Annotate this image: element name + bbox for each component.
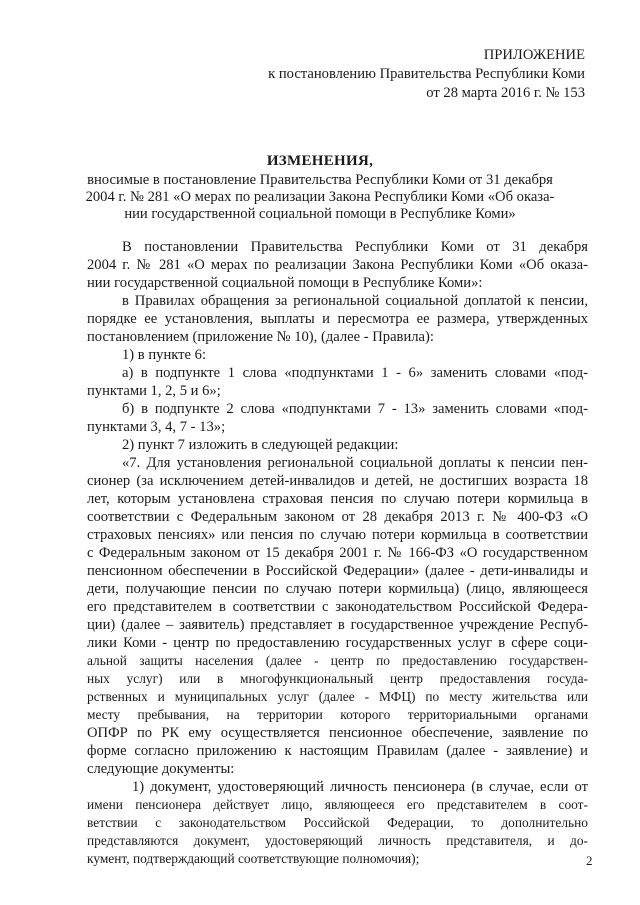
subtitle-line: нии государственной социальной помощи в Республике Коми» <box>124 206 516 222</box>
document-title: ИЗМЕНЕНИЯ, <box>266 153 374 169</box>
body-line: ных услуг) или в многофункциональный центр предоставления госуда- <box>87 671 588 686</box>
body-line: нии государственной социальной помощи в Республике Коми»: <box>87 275 483 291</box>
appendix-label: ПРИЛОЖЕНИЕ <box>483 47 585 63</box>
body-line: кумент, подтверждающий соответствующие полномочия); <box>87 851 420 866</box>
body-line: имени пенсионера действует лицо, являющееся его представителем в соот- <box>87 797 588 812</box>
body-line: лет, которым установлена страховая пенсия по случаю потери кормильца в <box>87 491 588 507</box>
body-line: дети, получающие пенсии по случаю потери кормильца) (лицо, являющееся <box>87 581 588 597</box>
page-number: 2 <box>586 853 593 868</box>
body-line: форме согласно приложению к настоящим Правилам (далее - заявление) и <box>87 743 588 759</box>
appendix-ref-line: к постановлению Правительства Республики Коми <box>268 66 585 82</box>
body-line: альной защиты населения (далее - центр по предоставлению государствен- <box>87 653 588 668</box>
body-line: «7. Для установления региональной социальной доплаты к пенсии пен- <box>122 455 588 471</box>
body-line: пенсионном обеспечении в Российской Федерации» (далее - дети-инвалиды и <box>87 563 588 579</box>
body-line: пунктами 3, 4, 7 - 13»; <box>87 419 226 435</box>
body-line: 2) пункт 7 изложить в следующей редакции: <box>122 437 399 453</box>
body-line: 2004 г. № 281 «О мерах по реализации Закона Республики Коми «Об оказа- <box>87 257 588 273</box>
body-line: В постановлении Правительства Республики Коми от 31 декабря <box>122 239 588 255</box>
body-line: порядке ее установления, выплаты и пересмотра ее размера, утвержденных <box>87 311 588 327</box>
subtitle-line: вносимые в постановление Правительства Республики Коми от 31 декабря <box>87 172 553 188</box>
body-line: страховых пенсиях» или пенсия по случаю потери кормильца в соответствии <box>87 527 588 543</box>
body-line: представляются документ, удостоверяющий личность представителя, и до- <box>87 833 588 848</box>
body-line: ОПФР по РК ему осуществляется пенсионное обеспечение, заявление по <box>87 725 588 741</box>
appendix-date-line: от 28 марта 2016 г. № 153 <box>426 85 585 101</box>
body-line: ции) (далее – заявитель) представляет в государственное учреждение Респуб- <box>87 617 588 633</box>
body-line: его представителем в соответствии с законодательством Российской Федера- <box>87 599 588 615</box>
body-line: а) в подпункте 1 слова «подпунктами 1 - 6» заменить словами «под- <box>122 365 588 381</box>
body-line: постановлением (приложение № 10), (далее - Правила): <box>87 329 434 345</box>
body-line: ветствии с законодательством Российской Федерации, то дополнительно <box>87 815 588 830</box>
body-line: 1) документ, удостоверяющий личность пенсионера (в случае, если от <box>132 779 588 795</box>
body-line: соответствии с Федеральным законом от 28 декабря 2013 г. № 400-ФЗ «О <box>87 509 588 525</box>
body-line: лики Коми - центр по предоставлению государственных услуг в сфере соци- <box>87 635 588 651</box>
subtitle-line: 2004 г. № 281 «О мерах по реализации Закона Республики Коми «Об оказа- <box>85 189 555 205</box>
body-line: сионер (за исключением детей-инвалидов и детей, не достигших возраста 18 <box>87 473 588 489</box>
body-line: следующие документы: <box>87 761 235 777</box>
body-line: месту пребывания, на территории которого территориальными органами <box>87 707 588 722</box>
body-line: с Федеральным законом от 15 декабря 2001 г. № 166-ФЗ «О государственном <box>87 545 588 561</box>
body-line: пунктами 1, 2, 5 и 6»; <box>87 383 221 399</box>
body-line: в Правилах обращения за региональной социальной доплатой к пенсии, <box>122 293 588 309</box>
body-line: б) в подпункте 2 слова «подпунктами 7 - 13» заменить словами «под- <box>122 401 588 417</box>
body-line: рственных и муниципальных услуг (далее - МФЦ) по месту жительства или <box>87 689 588 704</box>
body-line: 1) в пункте 6: <box>122 347 207 363</box>
